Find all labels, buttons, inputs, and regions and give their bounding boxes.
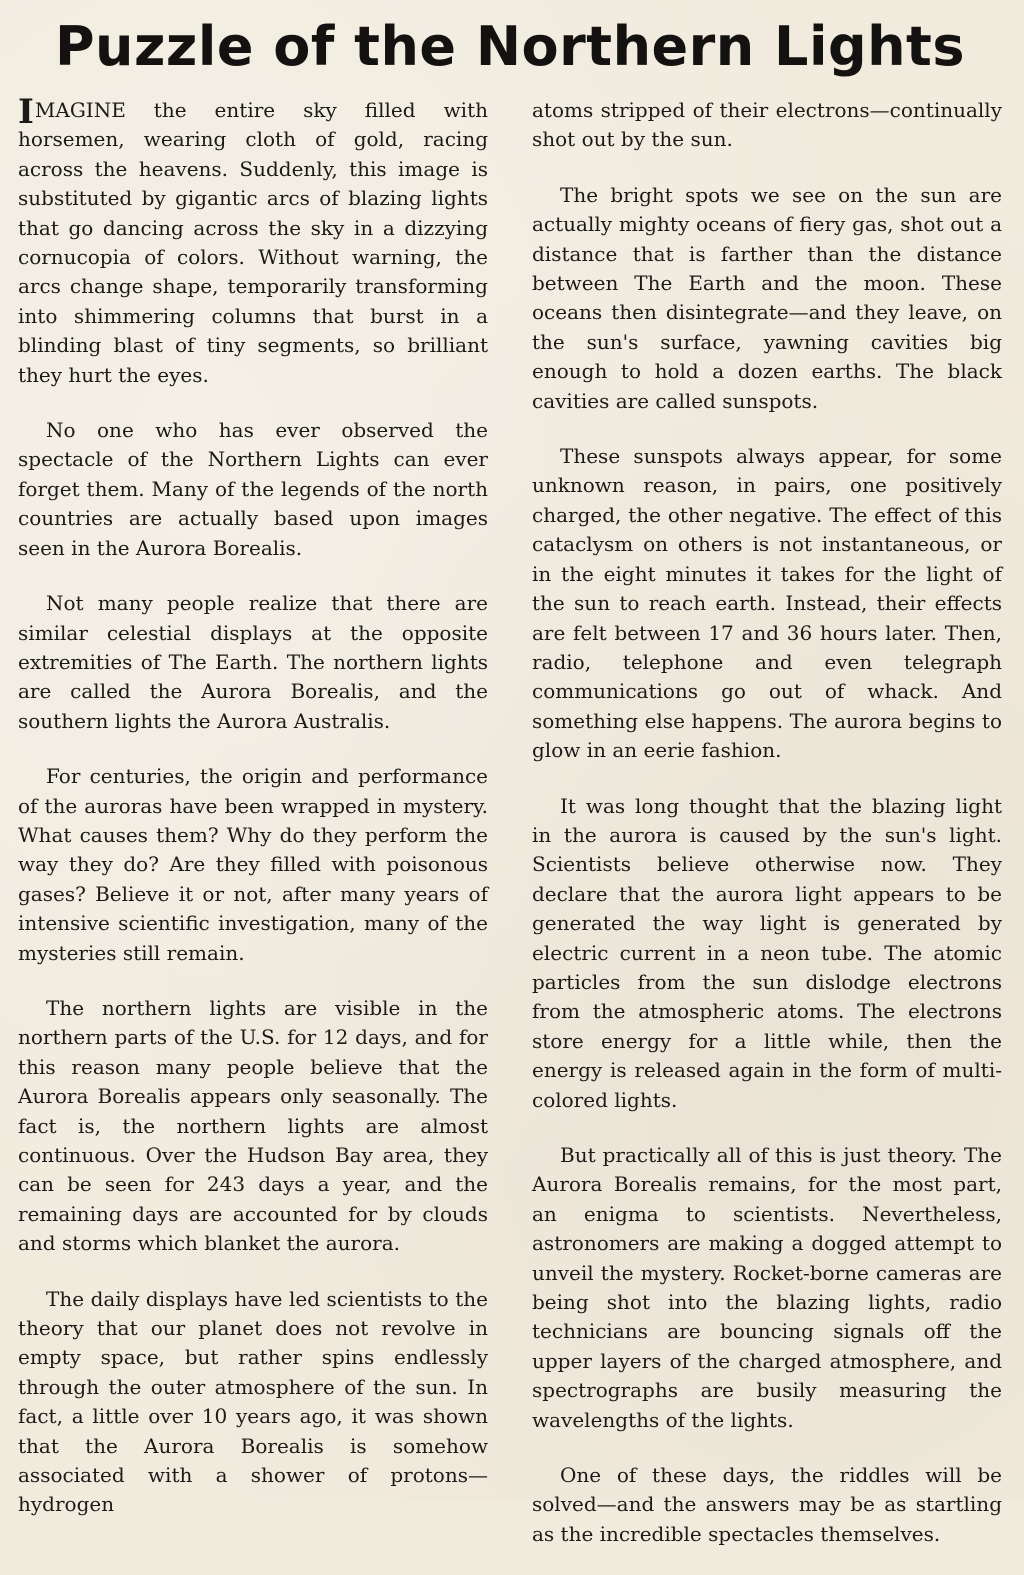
article-title: Puzzle of the Northern Lights xyxy=(54,15,966,78)
paragraph-2: No one who has ever observed the spectacle of the Northern Lights can ever forget them. Many of the legends of the north countries are actually based upon images seen in the Aurora Borealis. xyxy=(18,418,488,560)
paragraph-4: For centuries, the origin and performance of the auroras have been wrapped in mystery. What causes them? Why do they perform the way they do? Are they filled with poisonous gases? Believe it or not, after many years of intensive scientific investigation, many of the mysteries still remain. xyxy=(18,764,488,965)
left-column xyxy=(18,92,488,1575)
paragraph-1 xyxy=(18,92,488,390)
paragraph-6: The daily displays have led scientists to the theory that our planet does not revolve in empty space, but rather spins endlessly through the outer atmosphere of the sun. In fact, a little over 10 years ago, it was shown that the Aurora Borealis is somehow associated with a shower of protons—hydrogen xyxy=(18,1286,488,1517)
paragraph-9: It was long thought that the blazing light in the aurora is caused by the sun's light. Scientists believe otherwise now. They declare that the aurora light appears to be generated the way light is generated by electric current in a neon tube. The atomic particles from the sun dislodge electrons from the atmospheric atoms. The electrons store energy for a little while, then the energy is released again in the form of multi-colored lights. xyxy=(532,793,1002,1112)
paragraph-3: Not many people realize that there are similar celestial displays at the opposite extremities of The Earth. The northern lights are called the Aurora Borealis, and the southern lights the Aurora Australis. xyxy=(18,591,488,733)
paragraph-1-text: MAGINE the entire sky filled with horsemen, wearing cloth of gold, racing across the heavens. Suddenly, this image is substituted by gigantic arcs of blazing lights that go dancing across the sky in a dizzying cornucopia of colors. Without warning, the arcs change shape, temporarily transforming into shimmering columns that burst in a blinding blast of tiny segments, so brilliant they hurt the eyes. xyxy=(18,98,488,387)
right-column xyxy=(532,96,1002,1575)
article-body xyxy=(18,92,1002,1575)
paragraph-11: One of these days, the riddles will be solved—and the answers may be as startling as the incredible spectacles themselves. xyxy=(532,1463,1002,1546)
paragraph-7: The bright spots we see on the sun are actually mighty oceans of fiery gas, shot out a distance that is farther than the distance between The Earth and the moon. These oceans then disintegrate—and they leave, on the sun's surface, yawning cavities big enough to hold a dozen earths. The black cavities are called sunspots. xyxy=(532,182,1002,413)
paragraph-10: But practically all of this is just theory. The Aurora Borealis remains, for the most part, an enigma to scientists. Nevertheless, astronomers are making a dogged attempt to unveil the mystery. Rocket-borne cameras are being shot into the blazing lights, radio technicians are bouncing signals off the upper layers of the charged atmosphere, and spectrographs are busily measuring the wavelengths of the lights. xyxy=(532,1143,1002,1432)
paragraph-6-continued: atoms stripped of their electrons—continually shot out by the sun. xyxy=(532,98,1002,152)
drop-cap: I xyxy=(18,92,34,132)
paragraph-8: These sunspots always appear, for some unknown reason, in pairs, one positively charged, the other negative. The effect of this cataclysm on others is not instantaneous, or in the eight minutes it takes for the light of the sun to reach earth. Instead, their effects are felt between 17 and 36 hours later. Then, radio, telephone and even telegraph communications go out of whack. And something else happens. The aurora begins to glow in an eerie fashion. xyxy=(532,444,1002,763)
paragraph-5: The northern lights are visible in the northern parts of the U.S. for 12 days, and for this reason many people believe that the Aurora Borealis appears only seasonally. The fact is, the northern lights are almost continuous. Over the Hudson Bay area, they can be seen for 243 days a year, and the remaining days are accounted for by clouds and storms which blanket the aurora. xyxy=(18,995,488,1256)
